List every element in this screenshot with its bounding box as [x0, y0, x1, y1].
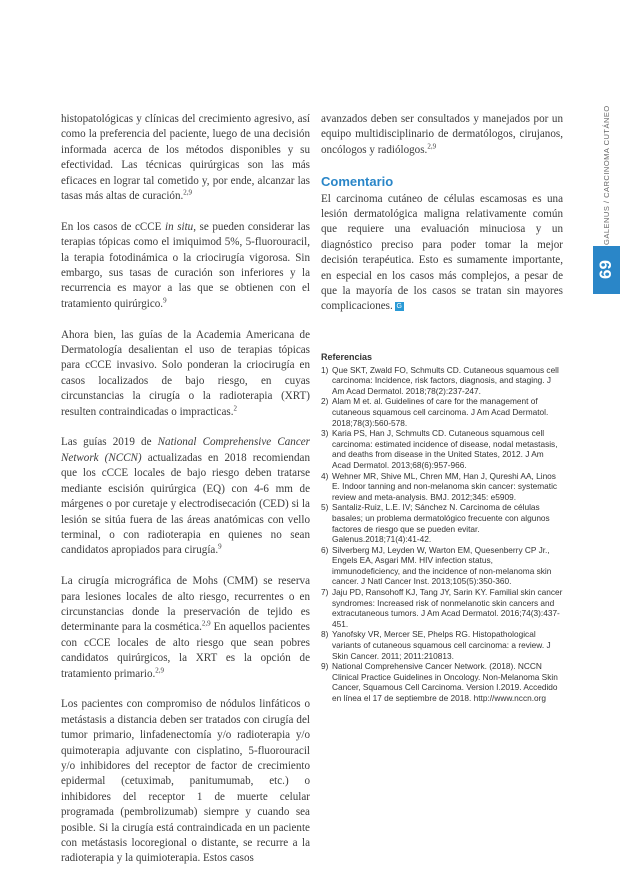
paragraph-text: En los casos de cCCE — [61, 220, 166, 233]
reference-number: 4) — [321, 470, 329, 481]
end-of-article-icon: G — [396, 303, 402, 311]
paragraph — [61, 220, 310, 312]
reference-number: 1) — [321, 364, 329, 375]
paragraph — [61, 574, 310, 682]
italic-term: National Comprehensive Cancer Network (NCCN) — [61, 436, 311, 464]
paragraph-text: avanzados deben ser consultados y manejados por un equipo multidisciplinario de dermatólogos, cirujanos, oncólogos y radiólogos. — [321, 113, 563, 156]
page-number: 69 — [596, 260, 615, 280]
reference-text: Yanofsky VR, Mercer SE, Phelps RG. Histopathological variants of cutaneous squamous cell carcinoma: a review. J Skin Cancer. 2011; 2011:210813. — [332, 629, 551, 661]
citation: 2,9 — [183, 188, 193, 197]
citation: 9 — [218, 542, 222, 551]
reference-number: 6) — [321, 544, 329, 555]
paragraph-text: Las guías 2019 de — [61, 436, 158, 449]
reference-number: 9) — [321, 661, 329, 672]
paragraph — [321, 192, 563, 315]
citation: 9 — [163, 296, 167, 305]
reference-text: Wehner MR, Shive ML, Chren MM, Han J, Qureshi AA, Linos E. Indoor tanning and non-melanoma skin cancer: systematic review and meta-analysis. BMJ. 2012;345: e5909. — [332, 470, 558, 502]
reference-text: National Comprehensive Cancer Network. (2018). NCCN Clinical Practice Guidelines in Oncology. Non-Melanoma Skin Cancer, Squamous Cell Carcinoma. Version I.2019. Accedido en línea el 17 de septiembre de 2018. http://www.nccn.org — [332, 661, 558, 703]
paragraph-text: En aquellos pacientes con cCCE locales de alto riesgo que sean pobres candidatos quirúrgicos, la XRT es la opción de tratamiento primario. — [61, 621, 310, 680]
references — [321, 352, 563, 704]
reference-number: 5) — [321, 502, 329, 513]
paragraph-text: Los pacientes con compromiso de nódulos linfáticos o metástasis a distancia deben ser tratados con cirugía del tumor primario, linfadenectomía y/o radioterapia y/o quimoterapia adjuvante con cisplatino, 5-fluorouracil y/o inhibidores del receptor de factor de crecimiento epidermal (cetuximab, panitumumab, etc.) o inhibidores del receptor 1 de muerte celular programada (pembrolizumab) siempre y cuando sea posible. Si la cirugía está contraindicada en un paciente con metástasis locoregional o distante, se recurre a la radioterapia y la quimioterapia. Estos casos — [61, 698, 310, 865]
paragraph-text: Ahora bien, las guías de la Academia Americana de Dermatología desalientan el uso de terapias tópicas para cCCE invasivo. Solo ponderan la criocirugía en casos localizados de bajo riesgo, en cuyas circunstancias la cirugía o la radioterapia (XRT) resulten contraindicadas o impracticas. — [61, 328, 310, 418]
reference-text: Que SKT, Zwald FO, Schmults CD. Cutaneous squamous cell carcinoma: Incidence, risk factors, diagnosis, and staging. J Am Acad Dermatol. 2018;78(2):237-247. — [332, 364, 559, 396]
citation: 2,9 — [427, 142, 437, 151]
reference-text: Santaliz-Ruiz, L.E. IV; Sánchez N. Carcinoma de células basales; un problema dermatológico frecuente con algunos factores de riesgo que se pueden evitar. Galenus.2018;71(4):41-42. — [332, 502, 550, 545]
reference-item — [321, 661, 563, 703]
paragraph — [61, 697, 310, 866]
reference-item — [321, 629, 563, 661]
reference-text: Silverberg MJ, Leyden W, Warton EM, Quesenberry CP Jr., Engels EA, Asgari MM. HIV infection status, immunodeficiency, and the incidence of non-melanoma skin cancer. J Natl Cancer Inst. 2013;105(5):350-360. — [332, 544, 552, 587]
reference-text: Karia PS, Han J, Schmults CD. Cutaneous squamous cell carcinoma: estimated incidence of disease, nodal metastasis, and deaths from disease in the United States, 2012. J Am Acad Dermatol. 2013;68(6):957-966. — [332, 428, 558, 470]
paragraph — [321, 112, 563, 158]
reference-list — [321, 365, 563, 704]
italic-term: in situ — [165, 220, 194, 233]
reference-item — [321, 502, 563, 544]
reference-text: Alam M et. al. Guidelines of care for the management of cutaneous squamous cell carcinoma. J Am Acad Dermatol. 2018;78(3):560-578. — [332, 396, 549, 428]
references-title: Referencias — [321, 352, 373, 362]
paragraph — [61, 435, 310, 558]
reference-number: 7) — [321, 587, 329, 598]
reference-item — [321, 587, 563, 629]
citation: 2 — [233, 404, 238, 412]
paragraph-text: , se pueden considerar las terapias tópicas como el imiquimod 5%, 5-fluorouracil, la terapia fotodinámica o la criocirugía vigorosa. Sin embargo, sus tasas de curación son inferiores y la recurrencia es mayor a las que se obtienen con el tratamiento quirúrgico. — [61, 220, 311, 310]
reference-item — [321, 545, 563, 587]
running-head: GALENUS / CARCINOMA CUTÁNEO — [602, 105, 611, 245]
reference-item — [321, 396, 563, 428]
paragraph — [61, 112, 310, 204]
reference-item — [321, 471, 563, 503]
section-heading: Comentario — [321, 173, 394, 189]
reference-number: 8) — [321, 629, 329, 640]
reference-number: 3) — [321, 428, 329, 439]
reference-item — [321, 428, 563, 470]
paragraph-text: La cirugía micrográfica de Mohs (CMM) se reserva para lesiones locales de alto riesgo, recurrentes o en circunstancias donde la preservación de tejido es determinante para la cosmética. — [61, 575, 310, 634]
right-column — [321, 112, 563, 330]
citation: 2,9 — [201, 619, 211, 628]
left-column — [61, 112, 310, 882]
reference-text: Jaju PD, Ransohoff KJ, Tang JY, Sarin KY. Familial skin cancer syndromes: Increased risk of nonmelanotic skin cancers and extracutaneous tumors. J Am Acad Dermatol. 2016;74(3):437-451. — [332, 587, 563, 629]
citation: 2,9 — [155, 665, 165, 674]
reference-item — [321, 365, 563, 397]
paragraph — [61, 328, 310, 420]
paragraph-text: El carcinoma cutáneo de células escamosas es una lesión dermatológica maligna relativamente común que requiere una evaluación minuciosa y un diagnóstico preciso para poder tomar la mejor decisión terapéutica. Esto es sumamente importante, en especial en los casos más complejos, a pesar de que la mayoría de los casos se tratan sin mayores complicaciones. — [321, 192, 563, 313]
reference-number: 2) — [321, 396, 329, 407]
paragraph-text: histopatológicas y clínicas del crecimiento agresivo, así como la preferencia del paciente, luego de una decisión informada acerca de los métodos disponibles y su efectividad. Las técnicas quirúrgicas son las más eficaces en lograr tal cometido y, por ende, alcanzar las tasas más altas de curación. — [61, 113, 310, 203]
paragraph-text: actualizadas en 2018 recomiendan que los cCCE locales de bajo riesgo deben tratarse mediante escisión quirúrgica (EQ) con 4-6 mm de márgenes o por curetaje y electrodisecación (CED) si la lesión se sitúa fuera de las áreas anatómicas con vello terminal, o con radioterapia en quienes no sean candidatos apropiados para cirugía. — [61, 451, 310, 557]
